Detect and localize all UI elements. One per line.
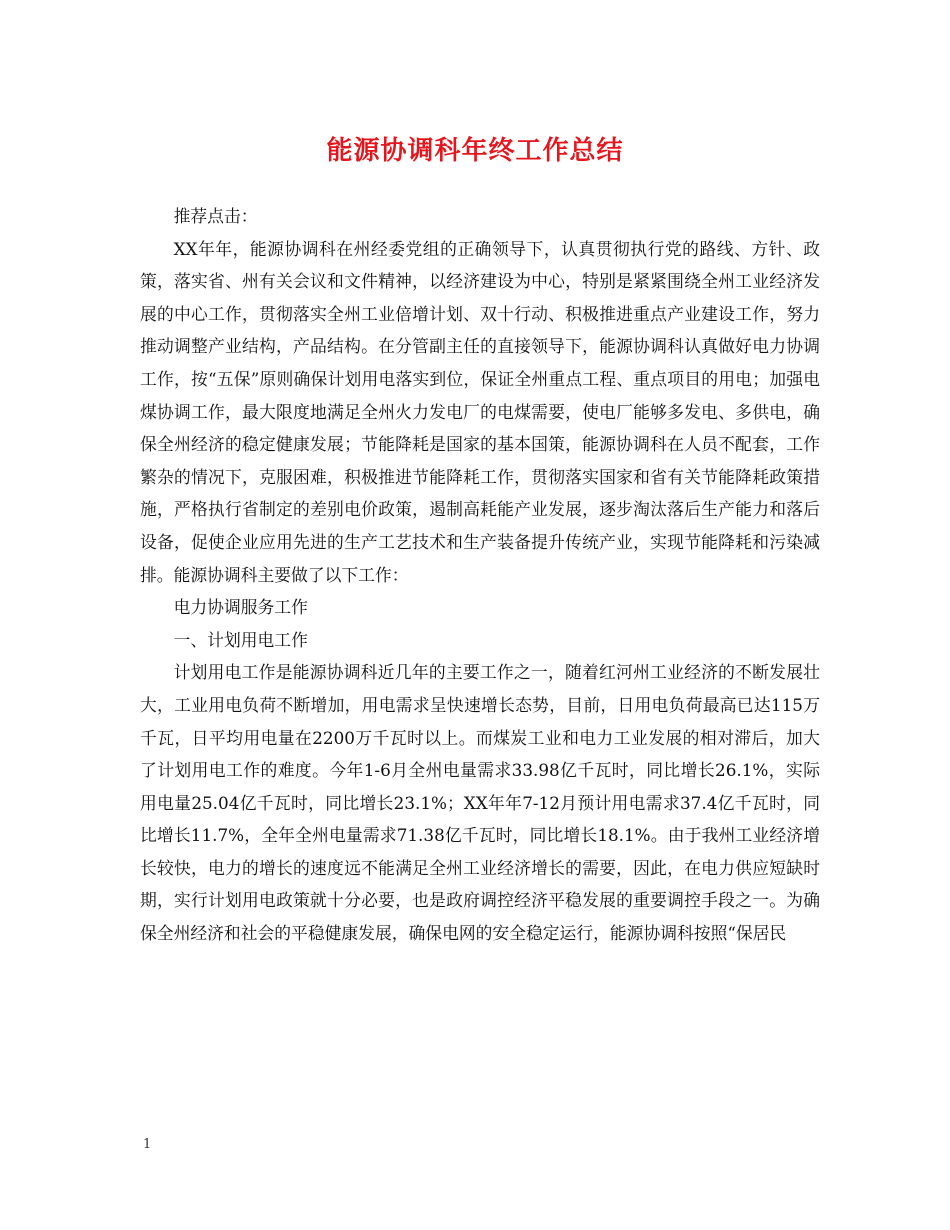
paragraph-intro: XX年年，能源协调科在州经委党组的正确领导下，认真贯彻执行党的路线、方针、政策，落实省、州有关会议和文件精神，以经济建设为中心，特别是紧紧围绕全州工业经济发展的中心工作，贯彻落实全州工业倍增计划、双十行动、积极推进重点产业建设工作，努力推动调整产业结构，产品结构。在分管副主任的直接领导下，能源协调科认真做好电力协调工作，按“五保”原则确保计划用电落实到位，保证全州重点工程、重点项目的用电；加强电煤协调工作，最大限度地满足全州火力发电厂的电煤需要，使电厂能够多发电、多供电，确保全州经济的稳定健康发展；节能降耗是国家的基本国策，能源协调科在人员不配套，工作繁杂的情况下，克服困难，积极推进节能降耗工作，贯彻落实国家和省有关节能降耗政策措施，严格执行省制定的差别电价政策，遏制高耗能产业发展，逐步淘汰落后生产能力和落后设备，促使企业应用先进的生产工艺技术和生产装备提升传统产业，实现节能降耗和污染减排。能源协调科主要做了以下工作： [140, 238, 820, 585]
paragraph-planned-power: 计划用电工作是能源协调科近几年的主要工作之一，随着红河州工业经济的不断发展壮大，工业用电负荷不断增加，用电需求呈快速增长态势，目前，日用电负荷最高已达115万千瓦，日平均用电量在2200万千瓦时以上。而煤炭工业和电力工业发展的相对滞后，加大了计划用电工作的难度。今年1-6月全州电量需求33.98亿千瓦时，同比增长26.1%，实际用电量25.04亿千瓦时，同比增长23.1%；XX年年7-12月预计用电需求37.4亿千瓦时，同比增长11.7%，全年全州电量需求71.38亿千瓦时，同比增长18.1%。由于我州工业经济增长较快，电力的增长的速度远不能满足全州工业经济增长的需要，因此，在电力供应短缺时期，实行计划用电政策就十分必要，也是政府调控经济平稳发展的重要调控手段之一。为确保全州经济和社会的平稳健康发展，确保电网的安全稳定运行，能源协调科按照“保居民 [140, 662, 820, 944]
page-number: 1 [143, 1137, 152, 1152]
subsection-heading: 一、计划用电工作 [173, 629, 308, 650]
document-title: 能源协调科年终工作总结 [326, 136, 624, 166]
section-heading: 电力协调服务工作 [173, 597, 308, 618]
document-body [140, 200, 820, 950]
paragraph-recommend: 推荐点击： [173, 206, 258, 226]
